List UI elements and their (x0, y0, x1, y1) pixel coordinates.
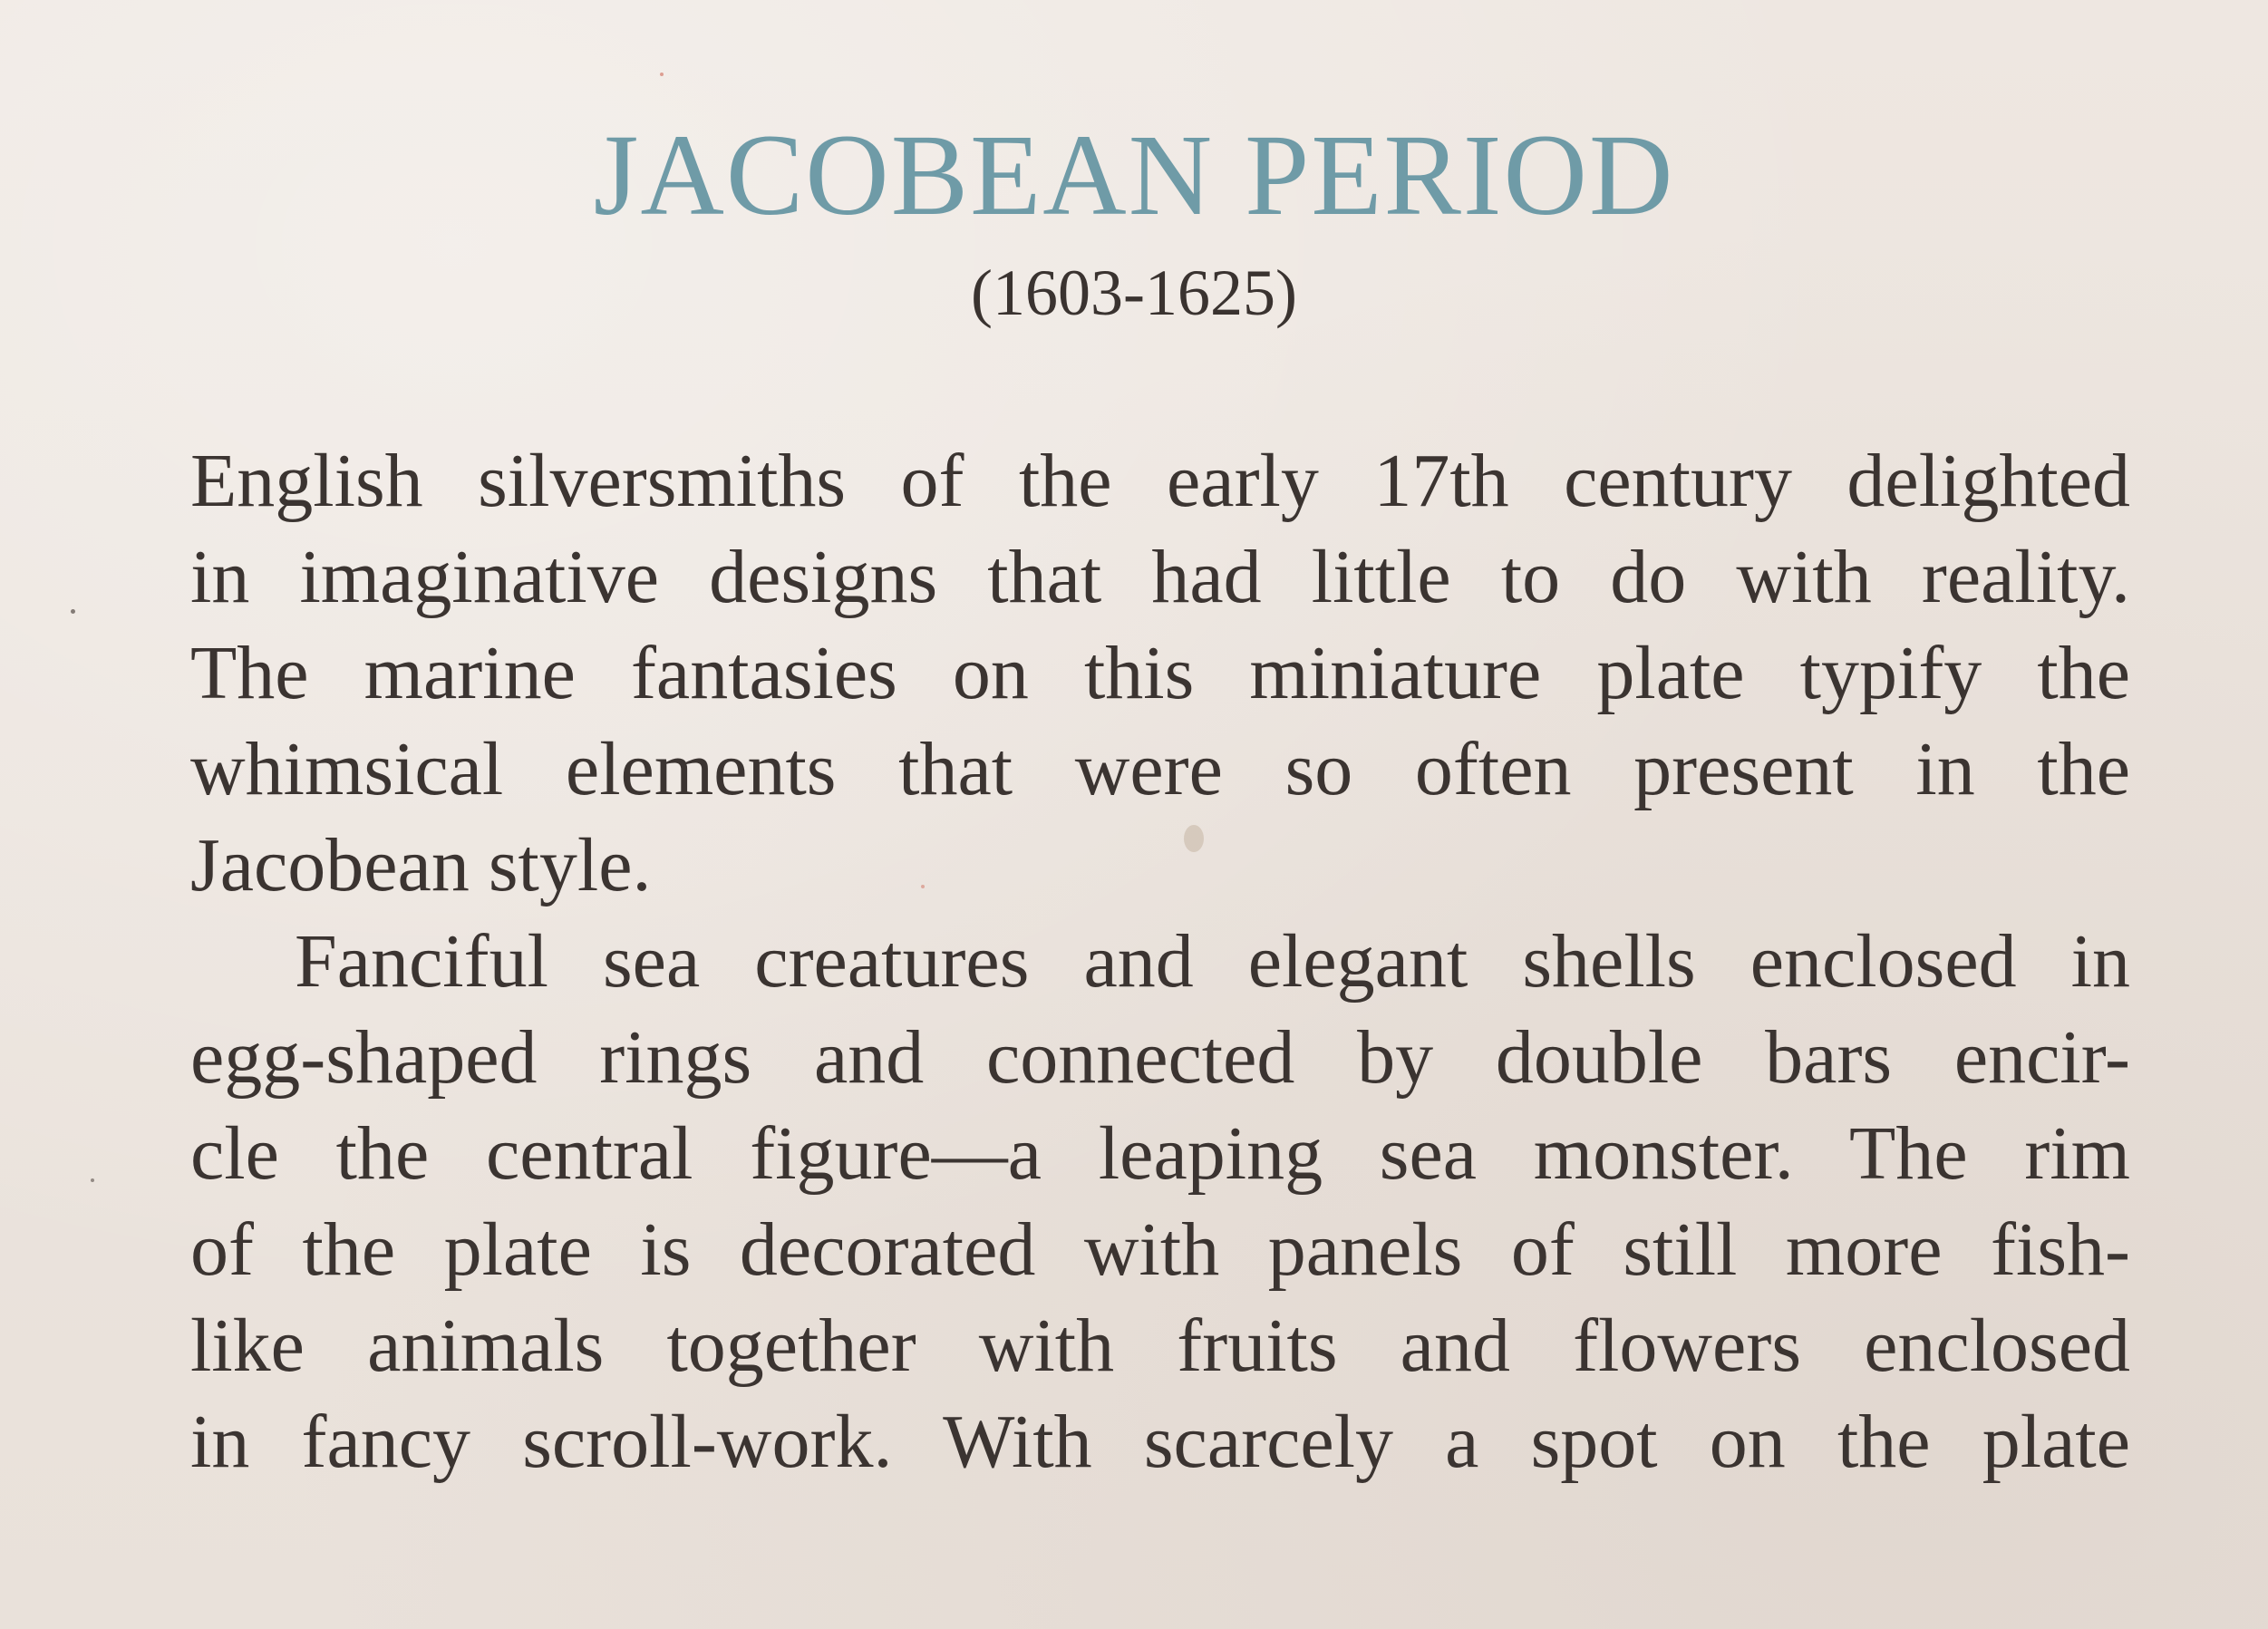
text-line: of the plate is decorated with panels of still more fish- (190, 1207, 2130, 1292)
paper-speck (660, 73, 664, 76)
text-line: The marine fantasies on this miniature plate typify the (190, 631, 2130, 715)
paragraph-1 (190, 433, 2130, 914)
period-dates: (1603-1625) (971, 257, 1297, 329)
paper-speck (71, 609, 75, 614)
text-line: in fancy scroll-work. With scarcely a spot on the plate (190, 1400, 2130, 1484)
page-title: JACOBEAN PERIOD (593, 111, 1675, 239)
paragraph-2 (190, 914, 2130, 1490)
text-line: in imaginative designs that had little to do with reality. (190, 535, 2130, 619)
paper-speck (91, 1178, 94, 1182)
text-line: Jacobean style. (190, 823, 652, 907)
body-text (190, 433, 2130, 1490)
text-line: whimsical elements that were so often present in the (190, 727, 2130, 811)
text-line: cle the central figure—a leaping sea monster. The rim (190, 1111, 2130, 1196)
text-line: like animals together with fruits and flowers enclosed (190, 1304, 2130, 1388)
text-line: English silversmiths of the early 17th century delighted (190, 439, 2130, 523)
text-line: egg-shaped rings and connected by double bars encir- (190, 1015, 2130, 1100)
text-line: Fanciful sea creatures and elegant shells enclosed in (295, 919, 2130, 1004)
